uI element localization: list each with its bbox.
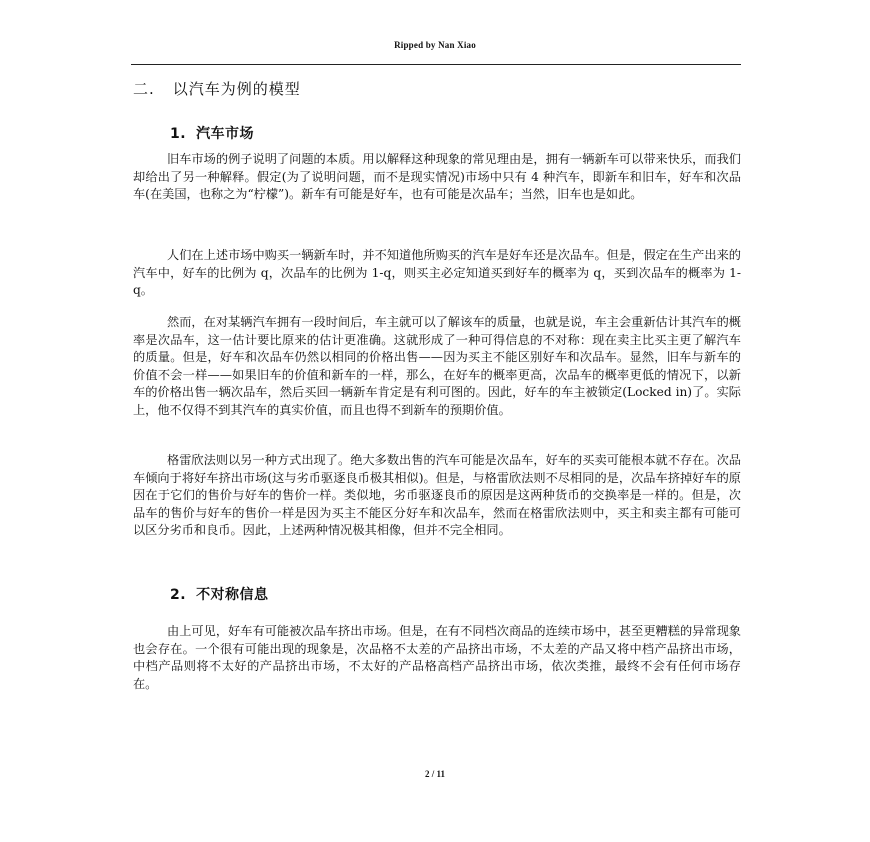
subsection-heading-2 (170, 584, 269, 604)
paragraph: 旧车市场的例子说明了问题的本质。用以解释这种现象的常见理由是，拥有一辆新车可以带来快乐，而我们却给出了另一种解释。假定(为了说明问题，而不是现实情况)市场中只有 4 种汽车，即新车和旧车，好车和次品车(在美国，也称之为“柠檬”)。新车有可能是好车，也有可能是次品车；当然，旧车也是如此。 (133, 152, 741, 201)
header-rule (131, 64, 741, 65)
section-heading (133, 78, 301, 99)
subsection-number: 1. (170, 126, 187, 142)
section-title: 以汽车为例的模型 (172, 80, 301, 98)
page-header: Ripped by Nan Xiao (394, 40, 476, 50)
paragraph: 然而，在对某辆汽车拥有一段时间后，车主就可以了解该车的质量，也就是说，车主会重新估计其汽车的概率是次品车，这一估计要比原来的估计更准确。这就形成了一种可得信息的不对称：现在卖主比买主更了解汽车的质量。但是，好车和次品车仍然以相同的价格出售——因为买主不能区别好车和次品车。显然，旧车与新车的价值不会一样——如果旧车的价值和新车的一样，那么，在好车的概率更高，次品车的概率更低的情况下，以新车的价格出售一辆次品车，然后买回一辆新车肯定是有利可图的。因此，好车的车主被锁定(Locked in)了。实际上，他不仅得不到其汽车的真实价值，而且也得不到新车的预期价值。 (133, 315, 741, 417)
subsection-heading-1 (170, 123, 254, 143)
page-number: 2 / 11 (424, 769, 445, 779)
section-number: 二. (133, 80, 155, 98)
subsection-title: 汽车市场 (196, 126, 255, 142)
paragraph: 人们在上述市场中购买一辆新车时，并不知道他所购买的汽车是好车还是次品车。但是，假定在生产出来的汽车中，好车的比例为 q，次品车的比例为 1-q，则买主必定知道买到好车的概率为 q，买到次品车的概率为 1-q。 (133, 248, 741, 297)
paragraph: 由上可见，好车有可能被次品车挤出市场。但是，在有不同档次商品的连续市场中，甚至更糟糕的异常现象也会存在。一个很有可能出现的现象是，次品格不太差的产品挤出市场，不太差的产品又将中档产品挤出市场，中档产品则将不太好的产品挤出市场，不太好的产品格高档产品挤出市场，依次类推，最终不会有任何市场存在。 (133, 624, 741, 691)
subsection-title: 不对称信息 (196, 587, 269, 603)
subsection-number: 2. (170, 587, 187, 603)
paragraph: 格雷欣法则以另一种方式出现了。绝大多数出售的汽车可能是次品车，好车的买卖可能根本就不存在。次品车倾向于将好车挤出市场(这与劣币驱逐良币极其相似)。但是，与格雷欣法则不尽相同的是，次品车挤掉好车的原因在于它们的售价与好车的售价一样。类似地，劣币驱逐良币的原因是这两种货币的交换率是一样的。但是，次品车的售价与好车的售价一样是因为买主不能区分好车和次品车，然而在格雷欣法则中，买主和卖主都有可能可以区分劣币和良币。因此，上述两种情况极其相像，但并不完全相同。 (133, 453, 741, 537)
